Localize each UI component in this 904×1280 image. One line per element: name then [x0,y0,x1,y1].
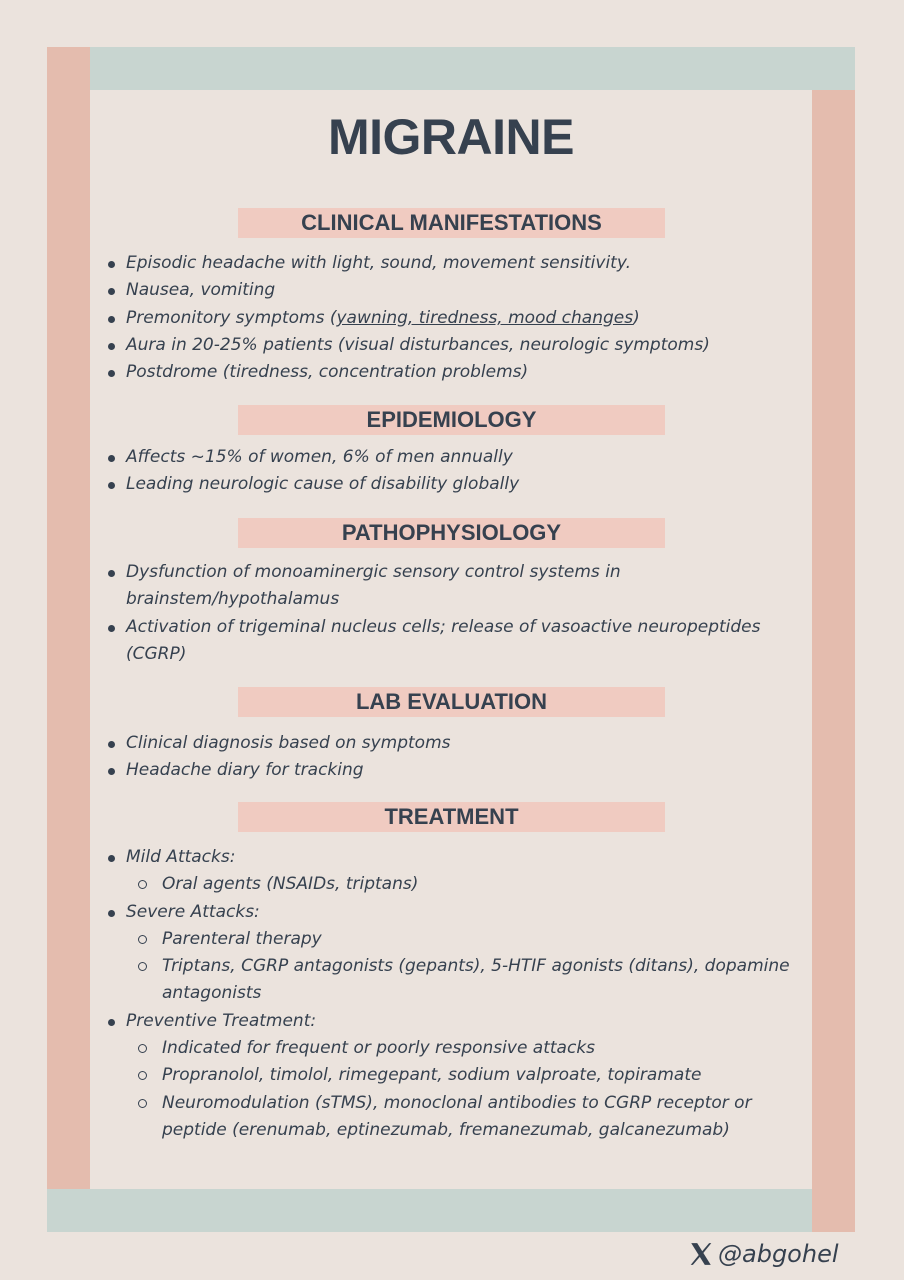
lab-list [106,730,796,785]
handle-text: @abgohel [718,1240,839,1268]
sub-list [126,1035,796,1144]
list-item: Clinical diagnosis based on symptoms [106,730,796,757]
sub-list-item: Oral agents (NSAIDs, triptans) [126,871,796,898]
list-item [106,844,796,899]
group-label: Mild Attacks: [126,847,236,867]
x-logo-icon [688,1241,714,1267]
clinical-list [106,250,796,386]
epidemiology-list [106,444,796,499]
pathophysiology-list [106,559,796,668]
author-handle[interactable] [688,1236,839,1272]
list-item: Dysfunction of monoaminergic sensory control systems in brainstem/hypothalamus [106,559,796,614]
treatment-list [106,844,796,1144]
sub-list-item: Parenteral therapy [126,926,796,953]
group-label: Preventive Treatment: [126,1010,317,1031]
frame-right-bar [812,90,855,1232]
list-item: Episodic headache with light, sound, movement sensitivity. [106,250,796,277]
sub-list [126,926,796,1008]
heading-pathophysiology: PATHOPHYSIOLOGY [238,518,665,548]
heading-epidemiology: EPIDEMIOLOGY [238,405,665,435]
heading-treatment: TREATMENT [238,802,665,832]
list-item [106,899,796,1008]
sub-list-item: Neuromodulation (sTMS), monoclonal antibodies to CGRP receptor or peptide (erenumab, eptinezumab, fremanezumab, galcanezumab) [126,1090,796,1145]
list-item: Affects ~15% of women, 6% of men annually [106,444,796,471]
list-item [106,305,796,332]
list-item-suffix: ) [633,307,640,328]
frame-left-bar [47,47,90,1189]
list-item: Activation of trigeminal nucleus cells; release of vasoactive neuropeptides (CGRP) [106,614,796,669]
heading-lab-evaluation: LAB EVALUATION [238,687,665,717]
list-item: Leading neurologic cause of disability globally [106,471,796,498]
underlined-symptoms: yawning, tiredness, mood changes [336,307,634,328]
heading-clinical-manifestations: CLINICAL MANIFESTATIONS [238,208,665,238]
sub-list-item: Propranolol, timolol, rimegepant, sodium valproate, topiramate [126,1062,796,1089]
list-item: Nausea, vomiting [106,277,796,304]
list-item [106,1008,796,1144]
sub-list-item: Indicated for frequent or poorly responsive attacks [126,1035,796,1062]
page-title: MIGRAINE [328,109,574,165]
card-content [90,90,812,1189]
list-item: Headache diary for tracking [106,757,796,784]
sub-list-item: Triptans, CGRP antagonists (gepants), 5-HTIF agonists (ditans), dopamine antagonists [126,953,796,1008]
list-item: Postdrome (tiredness, concentration problems) [106,359,796,386]
frame-bottom-bar [47,1189,812,1232]
group-label: Severe Attacks: [126,901,260,922]
list-item: Aura in 20-25% patients (visual disturbances, neurologic symptoms) [106,332,796,359]
list-item-prefix: Premonitory symptoms ( [126,307,337,328]
frame-top-bar [90,47,855,90]
sub-list [126,871,796,898]
